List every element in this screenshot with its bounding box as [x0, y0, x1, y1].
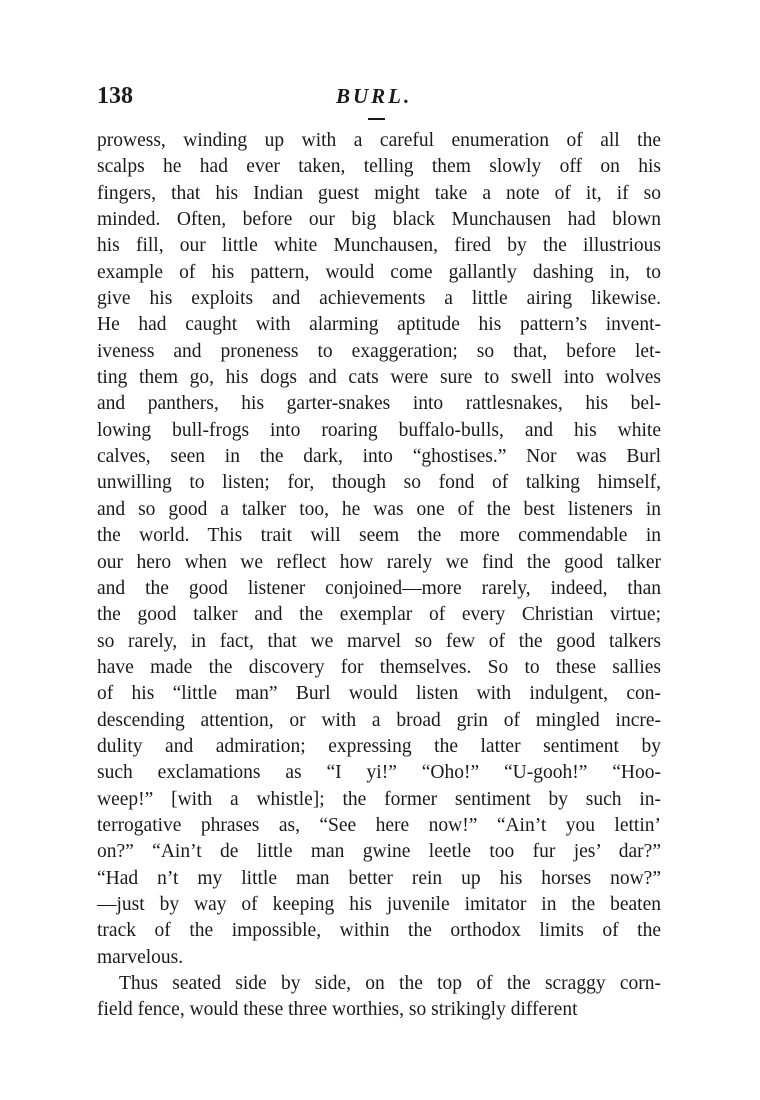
text-line: his fill, our little white Munchausen, fired by the illustrious [97, 235, 661, 257]
text-line: the world. This trait will seem the more commendable in [97, 525, 661, 547]
text-line: marvelous. [97, 946, 184, 968]
text-line: He had caught with alarming aptitude his pattern’s invent- [97, 314, 661, 336]
running-head: BURL. [336, 84, 413, 108]
text-line: descending attention, or with a broad grin of mingled incre- [97, 709, 661, 731]
text-line: example of his pattern, would come gallantly dashing in, to [97, 261, 661, 283]
text-line: weep!” [with a whistle]; the former sentiment by such in- [97, 788, 661, 810]
text-line: scalps he had ever taken, telling them slowly off on his [97, 156, 661, 178]
text-line: the good talker and the exemplar of every Christian virtue; [97, 604, 661, 626]
paragraph [97, 128, 661, 971]
text-line: our hero when we reflect how rarely we find the good talker [97, 551, 661, 573]
text-line: Thus seated side by side, on the top of the scraggy corn- [119, 973, 661, 994]
text-line: and panthers, his garter-snakes into rattlesnakes, his bel- [97, 393, 661, 415]
text-line: such exclamations as “I yi!” “Oho!” “U-gooh!” “Hoo- [97, 762, 661, 784]
text-line: have made the discovery for themselves. So to these sallies [97, 656, 661, 678]
text-line: dulity and admiration; expressing the latter sentiment by [97, 735, 661, 757]
page-number: 138 [97, 83, 133, 109]
text-line: lowing bull-frogs into roaring buffalo-bulls, and his white [97, 419, 661, 441]
text-line: calves, seen in the dark, into “ghostises.” Nor was Burl [97, 446, 661, 468]
text-line: iveness and proneness to exaggeration; so that, before let- [97, 340, 661, 362]
text-line: unwilling to listen; for, though so fond of talking himself, [97, 472, 661, 494]
text-line: prowess, winding up with a careful enumeration of all the [97, 130, 661, 151]
text-line: “Had n’t my little man better rein up his horses now?” [97, 867, 661, 889]
text-line: and the good listener conjoined—more rarely, indeed, than [97, 577, 661, 599]
text-line: field fence, would these three worthies, so strikingly different [97, 999, 578, 1021]
text-line: terrogative phrases as, “See here now!” “Ain’t you lettin’ [97, 814, 661, 836]
paragraph [97, 971, 661, 1024]
text-line: on?” “Ain’t de little man gwine leetle too fur jes’ dar?” [97, 841, 661, 863]
header-rule [368, 118, 385, 120]
text-line: of his “little man” Burl would listen with indulgent, con- [97, 683, 661, 705]
text-line: fingers, that his Indian guest might take a note of it, if so [97, 182, 661, 204]
text-line: give his exploits and achievements a little airing likewise. [97, 288, 661, 310]
body-text [97, 128, 661, 1024]
text-line: track of the impossible, within the orthodox limits of the [97, 920, 661, 942]
text-line: ting them go, his dogs and cats were sure to swell into wolves [97, 367, 661, 389]
text-line: minded. Often, before our big black Munchausen had blown [97, 209, 661, 231]
text-line: —just by way of keeping his juvenile imitator in the beaten [97, 893, 661, 915]
text-line: so rarely, in fact, that we marvel so few of the good talkers [97, 630, 661, 652]
text-line: and so good a talker too, he was one of the best listeners in [97, 498, 661, 520]
